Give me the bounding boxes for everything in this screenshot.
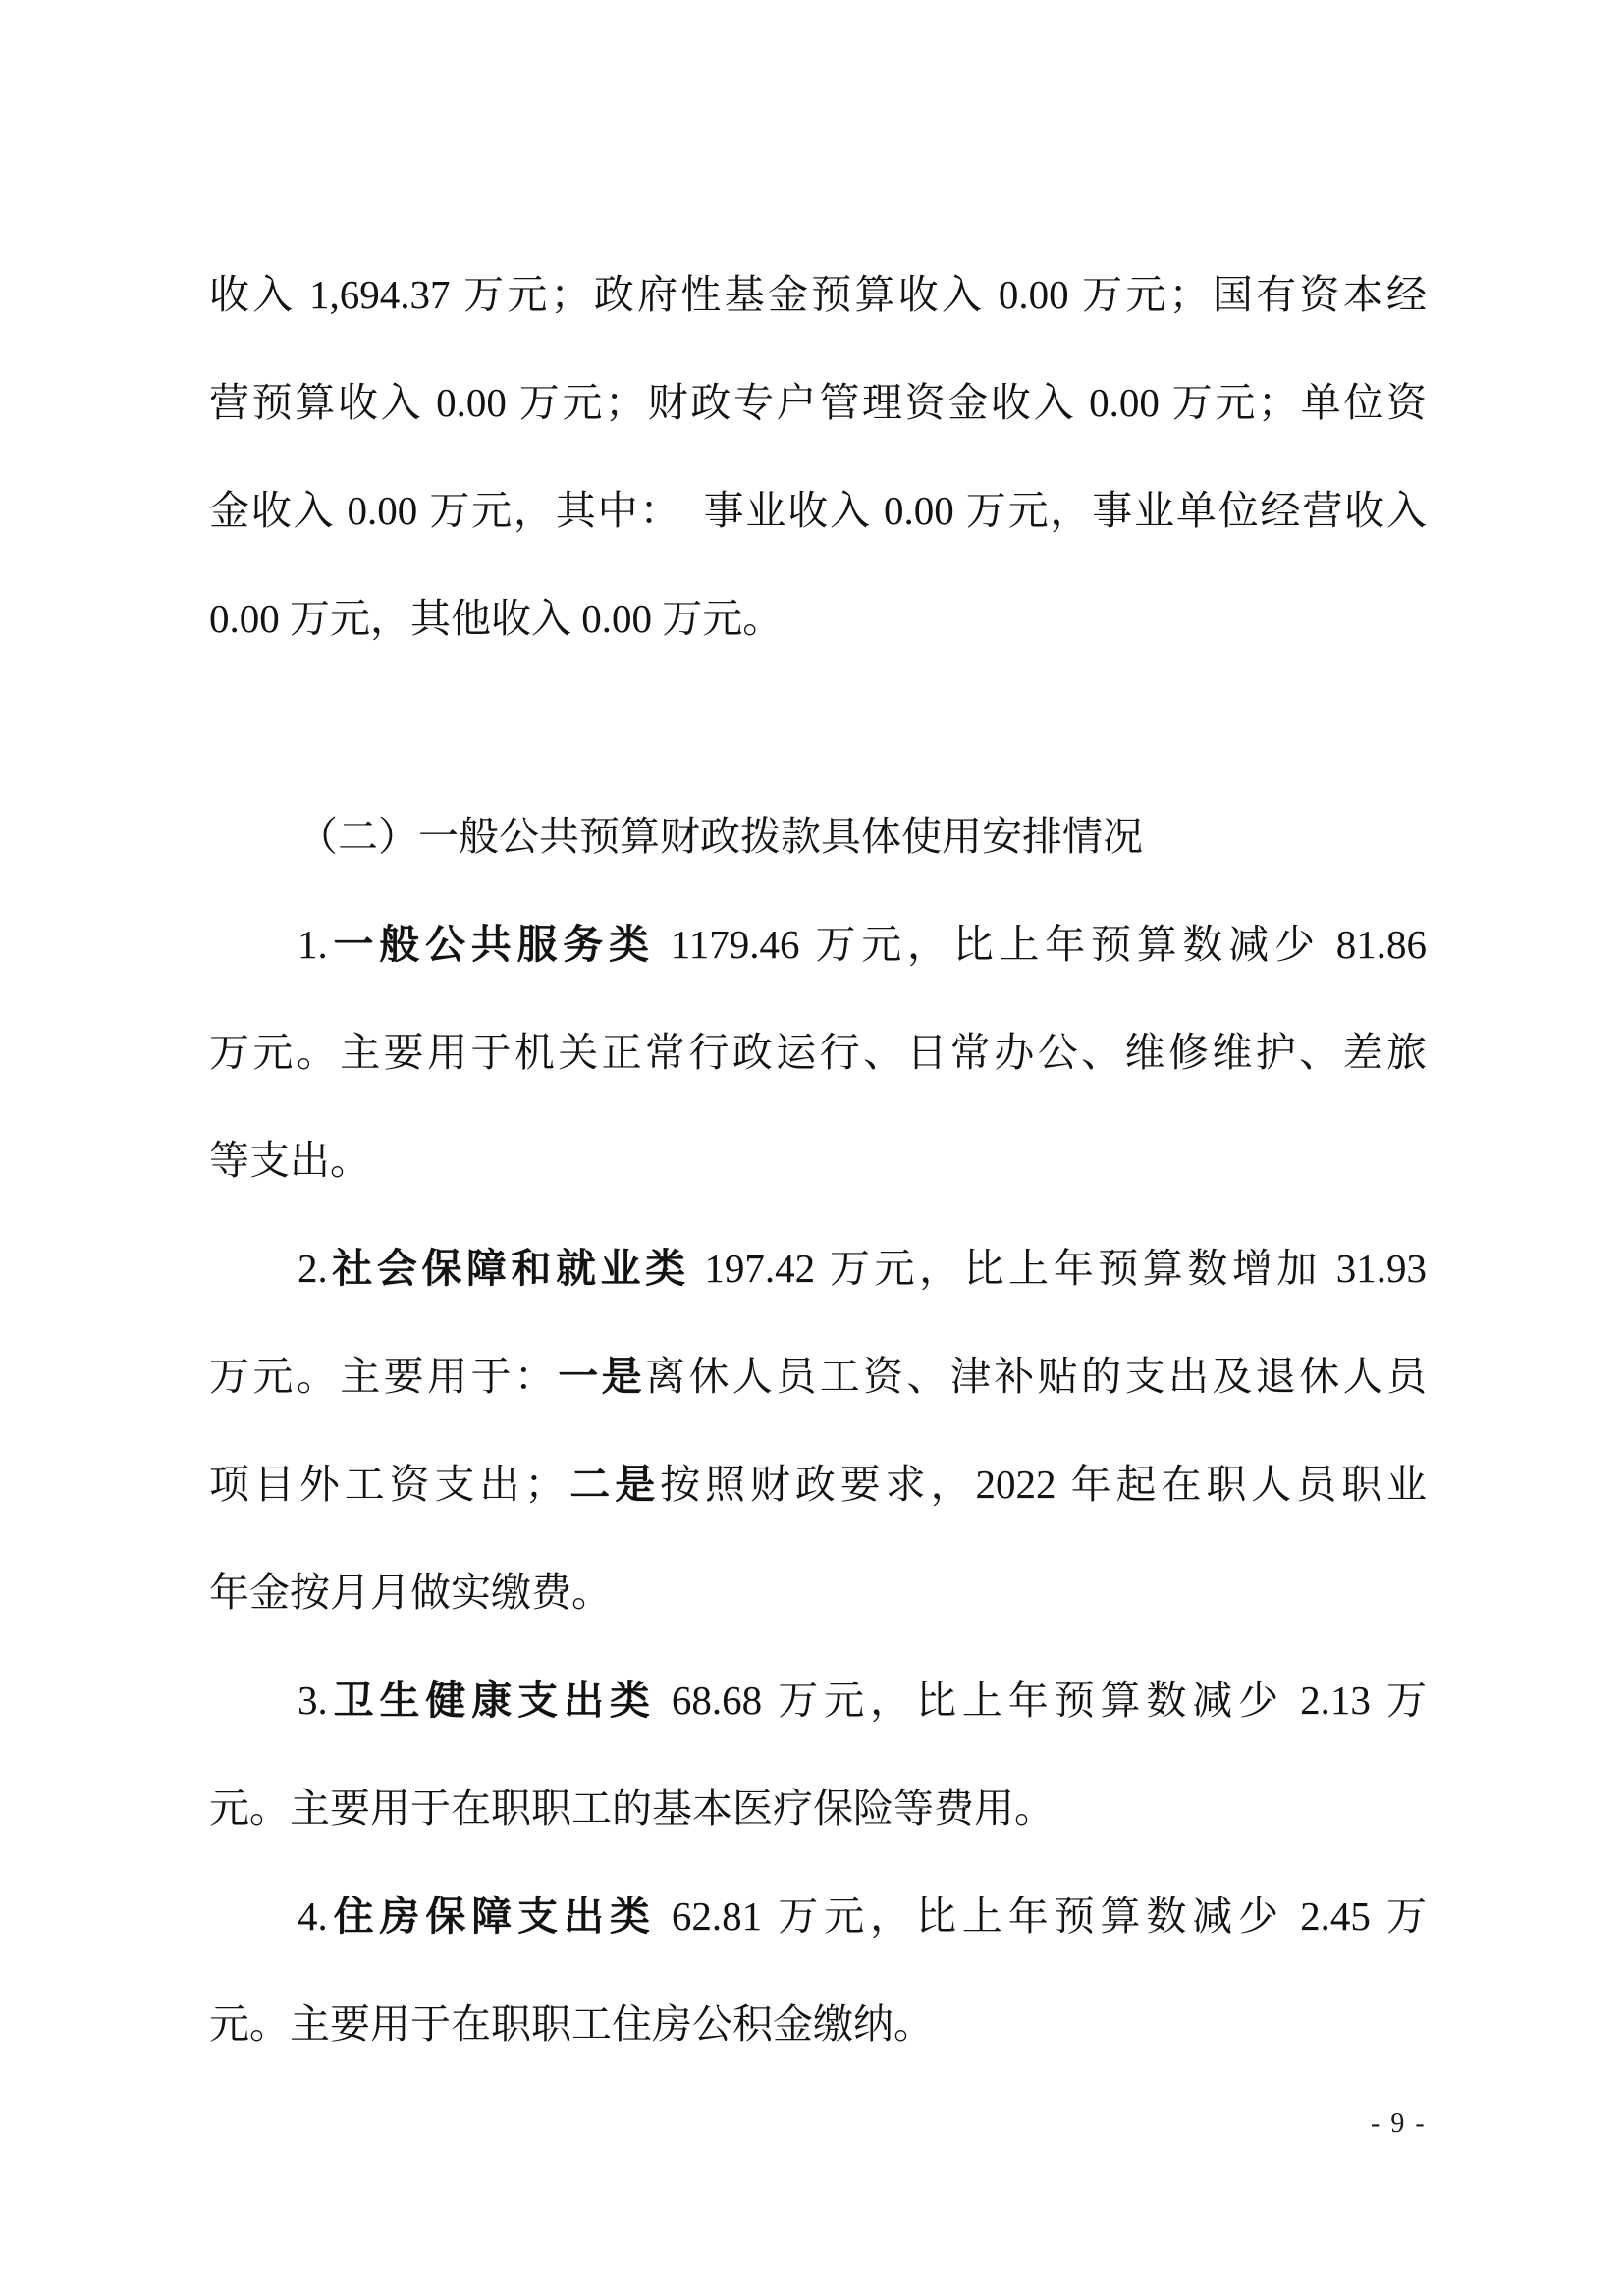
bold-text-segment: 住房保障支出类 [327,1894,656,1939]
text-segment: 按照财政要求，2022 年起在职人员职业 [660,1462,1428,1507]
text-segment: 元。主要用于在职职工住房公积金缴纳。 [209,2002,934,2047]
text-line [209,564,1427,672]
text-line [209,1754,1427,1862]
text-line [209,998,1427,1106]
text-line [209,240,1427,348]
text-segment: 68.68 万元，比上年预算数减少 2.13 万 [655,1678,1428,1723]
text-segment: 1. [298,922,328,967]
text-segment: 1179.46 万元，比上年预算数减少 81.86 [654,922,1428,967]
text-segment: 项目外工资支出； [209,1462,566,1507]
text-segment: 营预算收入 0.00 万元；财政专户管理资金收入 0.00 万元；单位资 [209,380,1427,425]
page-number: - 9 - [1371,2109,1427,2139]
text-line [209,1970,1427,2078]
text-line [209,1646,1427,1754]
text-segment: （二）一般公共预算财政拨款具体使用安排情况 [298,814,1143,859]
text-line [209,890,1427,998]
text-segment: 离休人员工资、津补贴的支出及退休人员 [645,1354,1428,1399]
document-body [209,240,1427,2078]
text-segment: 62.81 万元，比上年预算数减少 2.45 万 [655,1894,1428,1939]
text-segment: 万元。主要用于： [209,1354,559,1399]
text-segment: 4. [298,1894,328,1939]
text-segment: 年金按月月做实缴费。 [209,1570,612,1615]
text-line [209,1538,1427,1646]
text-line [209,1214,1427,1322]
text-line [209,1862,1427,1970]
text-segment: 元。主要用于在职职工的基本医疗保险等费用。 [209,1786,1055,1831]
text-line [209,1430,1427,1538]
text-segment: 收入 1,694.37 万元；政府性基金预算收入 0.00 万元；国有资本经 [209,272,1427,317]
text-segment: 0.00 万元，其他收入 0.00 万元。 [209,596,784,641]
bold-text-segment: 二是 [565,1462,661,1507]
text-line [209,456,1427,564]
bold-text-segment: 一般公共服务类 [327,922,655,967]
text-segment: 2. [298,1246,328,1291]
text-segment: 万元。主要用于机关正常行政运行、日常办公、维修维护、差旅 [209,1030,1427,1075]
text-segment: 等支出。 [209,1138,370,1183]
text-line [209,782,1427,890]
bold-text-segment: 一是 [558,1354,646,1399]
text-segment: 3. [298,1678,328,1723]
text-line [209,1106,1427,1214]
text-line [209,348,1427,456]
bold-text-segment: 社会保障和就业类 [327,1246,690,1291]
text-segment: 金收入 0.00 万元，其中： 事业收入 0.00 万元，事业单位经营收入 [209,488,1427,533]
text-segment: 197.42 万元，比上年预算数增加 31.93 [689,1246,1427,1291]
text-line [209,1322,1427,1430]
bold-text-segment: 卫生健康支出类 [327,1678,656,1723]
